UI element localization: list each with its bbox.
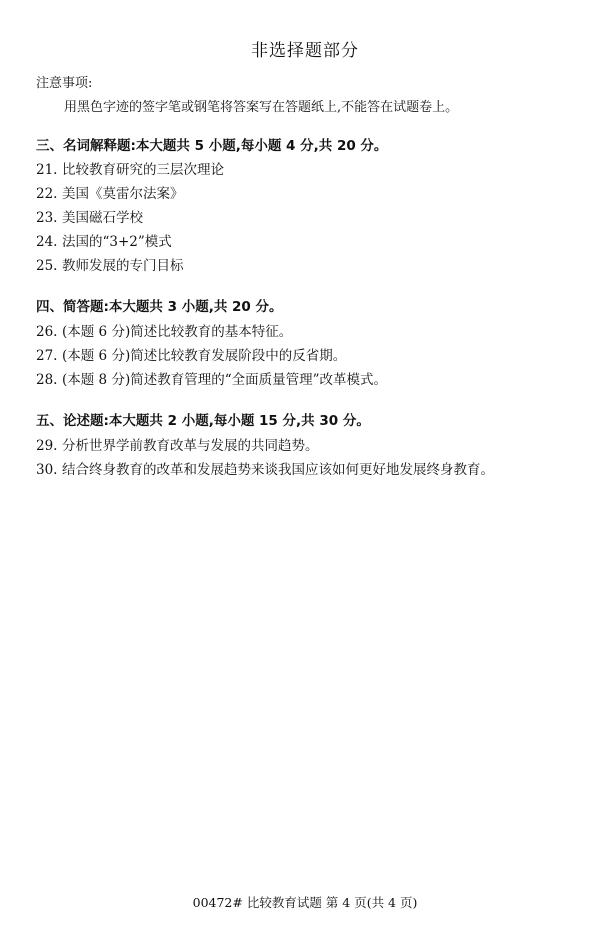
question-21 (36, 158, 224, 178)
question-text: (本题 8 分)简述教育管理的“全面质量管理”改革模式。 (62, 372, 388, 388)
question-number: 21. (36, 162, 58, 178)
question-number: 27. (36, 348, 58, 364)
question-number: 22. (36, 186, 58, 202)
question-30 (36, 458, 494, 478)
question-text: 美国《莫雷尔法案》 (62, 186, 184, 202)
section-heading-5: 五、论述题:本大题共 2 小题,每小题 15 分,共 30 分。 (36, 413, 370, 429)
question-number: 25. (36, 258, 58, 274)
question-text: 比较教育研究的三层次理论 (62, 162, 224, 178)
question-26 (36, 320, 292, 340)
question-text: (本题 6 分)简述比较教育的基本特征。 (62, 324, 293, 340)
section-heading-3: 三、名词解释题:本大题共 5 小题,每小题 4 分,共 20 分。 (36, 138, 388, 154)
question-text: 教师发展的专门目标 (62, 258, 184, 274)
question-text: (本题 6 分)简述比较教育发展阶段中的反省期。 (62, 348, 347, 364)
page-footer: 00472# 比较教育试题 第 4 页(共 4 页) (192, 895, 418, 910)
question-23 (36, 206, 143, 226)
question-25 (36, 254, 184, 274)
question-27 (36, 344, 346, 364)
question-number: 24. (36, 234, 58, 250)
notice-text: 用黑色字迹的签字笔或钢笔将答案写在答题纸上,不能答在试题卷上。 (64, 100, 459, 115)
question-text: 法国的“3+2”模式 (62, 234, 172, 250)
notice-heading: 注意事项: (36, 76, 93, 91)
question-number: 26. (36, 324, 58, 340)
question-28 (36, 368, 387, 388)
question-text: 美国磁石学校 (62, 210, 143, 226)
section-heading-4: 四、简答题:本大题共 3 小题,共 20 分。 (36, 299, 283, 315)
question-number: 28. (36, 372, 58, 388)
question-24 (36, 230, 172, 250)
question-number: 30. (36, 462, 58, 478)
question-number: 29. (36, 438, 58, 454)
question-22 (36, 182, 184, 202)
question-number: 23. (36, 210, 58, 226)
question-text: 分析世界学前教育改革与发展的共同趋势。 (62, 438, 319, 454)
page-title: 非选择题部分 (251, 41, 359, 61)
question-29 (36, 434, 319, 454)
question-text: 结合终身教育的改革和发展趋势来谈我国应该如何更好地发展终身教育。 (62, 462, 494, 478)
